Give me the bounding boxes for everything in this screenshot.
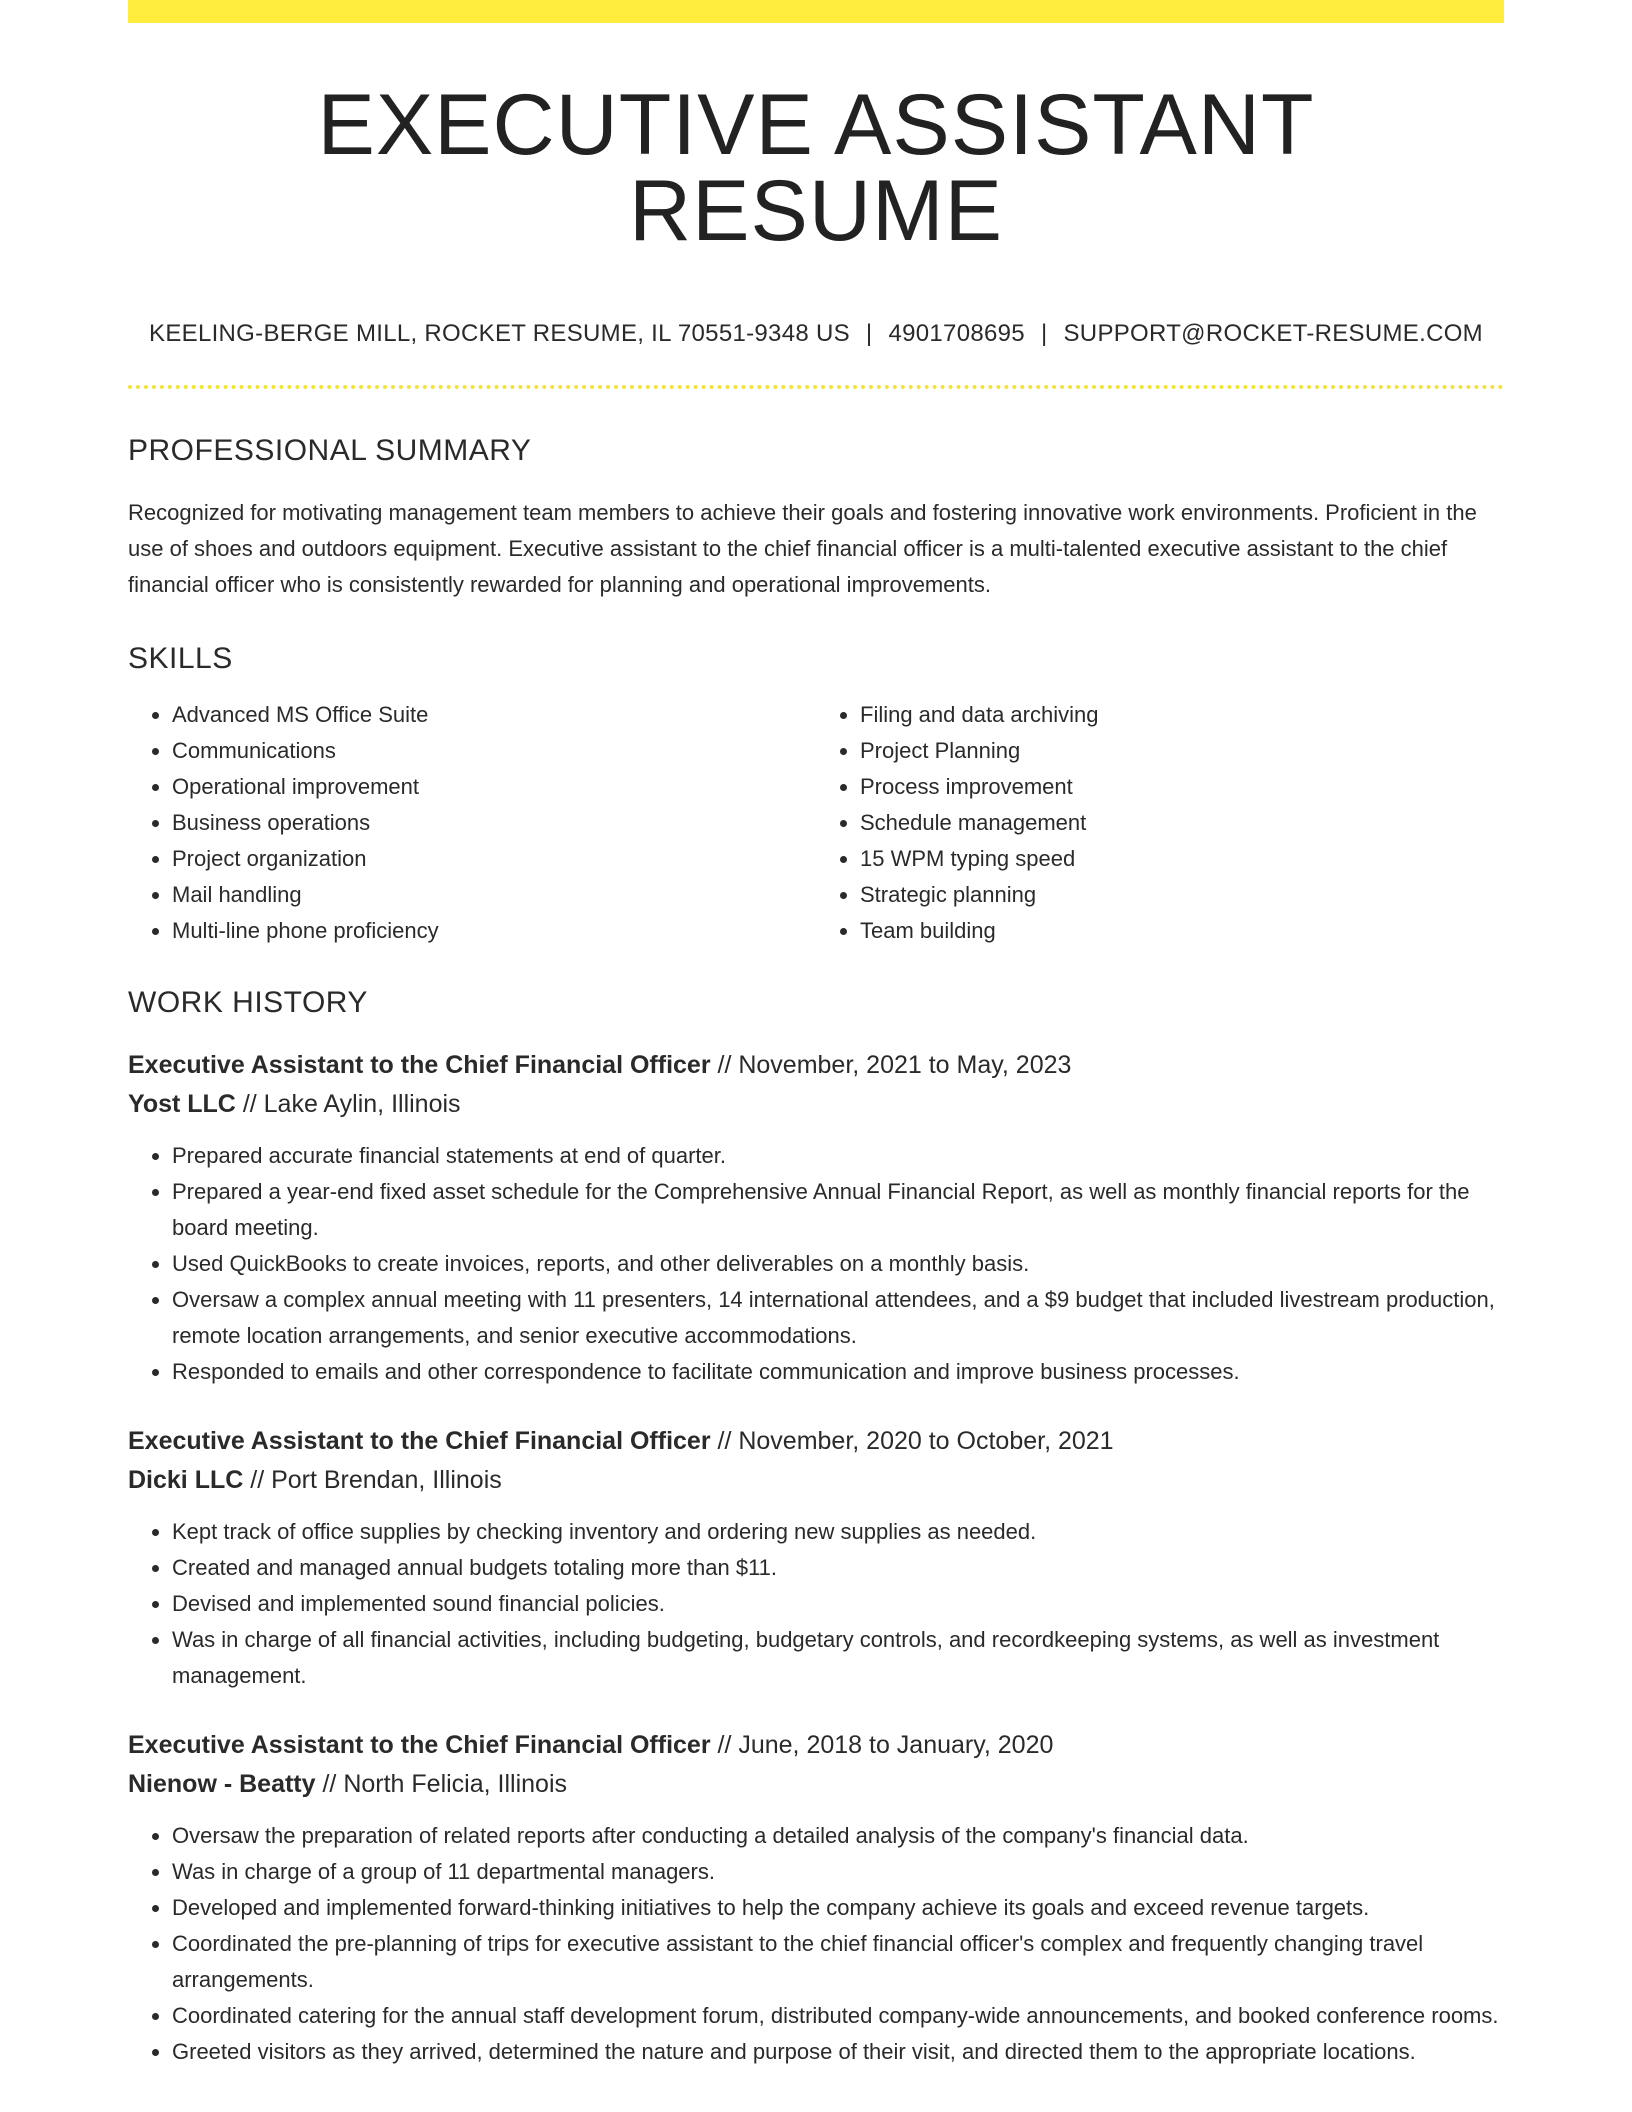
job-entry xyxy=(128,1422,1504,1694)
job-bullet: • Prepared a year-end fixed asset schedule for the Comprehensive Annual Financial Report, as well as monthly financial reports for the board meeting. xyxy=(172,1174,1504,1246)
job-bullet: • Prepared accurate financial statements at end of quarter. xyxy=(172,1138,1504,1174)
job-company-line xyxy=(128,1085,1504,1124)
job-bullet: • Coordinated the pre-planning of trips for executive assistant to the chief financial officer's complex and frequently changing travel arrangements. xyxy=(172,1926,1504,1998)
job-company: Dicki LLC xyxy=(128,1466,244,1494)
job-bullet: • Was in charge of a group of 11 departmental managers. xyxy=(172,1854,1504,1890)
job-bullets xyxy=(128,1818,1504,2070)
skill-item: • Team building xyxy=(860,913,1504,949)
skill-item: • Operational improvement xyxy=(172,769,816,805)
skills-list-left xyxy=(128,697,816,949)
skill-item: • Mail handling xyxy=(172,877,816,913)
job-title: Executive Assistant to the Chief Financial Officer xyxy=(128,1427,711,1455)
job-title: Executive Assistant to the Chief Financial Officer xyxy=(128,1051,711,1079)
skill-item: • Business operations xyxy=(172,805,816,841)
work-history-list xyxy=(128,1046,1504,2070)
job-bullet: • Oversaw the preparation of related reports after conducting a detailed analysis of the company's financial data. xyxy=(172,1818,1504,1854)
job-dates: // June, 2018 to January, 2020 xyxy=(710,1731,1054,1759)
contact-email[interactable]: SUPPORT@ROCKET-RESUME.COM xyxy=(1063,320,1483,347)
skill-item: • Strategic planning xyxy=(860,877,1504,913)
skill-item: • Multi-line phone proficiency xyxy=(172,913,816,949)
job-bullet: • Devised and implemented sound financial policies. xyxy=(172,1586,1504,1622)
job-company-line xyxy=(128,1765,1504,1804)
job-company: Yost LLC xyxy=(128,1090,236,1118)
job-bullet: • Coordinated catering for the annual staff development forum, distributed company-wide announcements, and booked conference rooms. xyxy=(172,1998,1504,2034)
job-title-line xyxy=(128,1422,1504,1461)
summary-text: Recognized for motivating management team members to achieve their goals and fostering innovative work environments. Proficient in the use of shoes and outdoors equipment. Executive assistant to the chief financial officer is a multi-talented executive assistant to the chief financial officer who is consistently rewarded for planning and operational improvements. xyxy=(128,500,1477,597)
skill-item: • Project Planning xyxy=(860,733,1504,769)
job-title: Executive Assistant to the Chief Financial Officer xyxy=(128,1731,711,1759)
summary-heading: PROFESSIONAL SUMMARY xyxy=(128,434,532,467)
resume-title: EXECUTIVE ASSISTANT RESUME xyxy=(317,77,1315,259)
contact-phone[interactable]: 4901708695 xyxy=(888,320,1025,347)
skill-item: • Process improvement xyxy=(860,769,1504,805)
job-bullet: • Greeted visitors as they arrived, determined the nature and purpose of their visit, and directed them to the appropriate locations. xyxy=(172,2034,1504,2070)
job-bullet: • Created and managed annual budgets totaling more than $11. xyxy=(172,1550,1504,1586)
work-history-heading: WORK HISTORY xyxy=(128,986,368,1019)
skill-item: • Schedule management xyxy=(860,805,1504,841)
job-dates: // November, 2020 to October, 2021 xyxy=(710,1427,1114,1455)
accent-bar xyxy=(128,0,1504,23)
job-company: Nienow - Beatty xyxy=(128,1770,316,1798)
skill-item: • Project organization xyxy=(172,841,816,877)
job-bullet: • Developed and implemented forward-thinking initiatives to help the company achieve its goals and exceed revenue targets. xyxy=(172,1890,1504,1926)
job-bullets xyxy=(128,1138,1504,1390)
job-dates: // November, 2021 to May, 2023 xyxy=(710,1051,1072,1079)
skill-item: • Communications xyxy=(172,733,816,769)
resume-page xyxy=(128,0,1504,2070)
job-location: // Port Brendan, Illinois xyxy=(243,1466,502,1494)
skills-grid xyxy=(128,697,1504,949)
job-bullet: • Kept track of office supplies by checking inventory and ordering new supplies as needed. xyxy=(172,1514,1504,1550)
job-bullet: • Oversaw a complex annual meeting with 11 presenters, 14 international attendees, and a $9 budget that included livestream production, remote location arrangements, and senior executive accommodations. xyxy=(172,1282,1504,1354)
dotted-divider xyxy=(128,385,1504,389)
skills-list-right xyxy=(816,697,1504,949)
job-entry xyxy=(128,1726,1504,2070)
job-bullets xyxy=(128,1514,1504,1694)
job-bullet: • Responded to emails and other correspondence to facilitate communication and improve business processes. xyxy=(172,1354,1504,1390)
skill-item: • 15 WPM typing speed xyxy=(860,841,1504,877)
job-bullet: • Used QuickBooks to create invoices, reports, and other deliverables on a monthly basis. xyxy=(172,1246,1504,1282)
skills-heading: SKILLS xyxy=(128,642,233,675)
contact-line xyxy=(128,322,1504,346)
contact-address: KEELING-BERGE MILL, ROCKET RESUME, IL 70551-9348 US xyxy=(149,320,850,347)
contact-separator: | xyxy=(1040,320,1048,347)
job-location: // North Felicia, Illinois xyxy=(315,1770,567,1798)
skill-item: • Filing and data archiving xyxy=(860,697,1504,733)
job-company-line xyxy=(128,1461,1504,1500)
job-title-line xyxy=(128,1046,1504,1085)
job-title-line xyxy=(128,1726,1504,1765)
contact-separator: | xyxy=(865,320,873,347)
job-entry xyxy=(128,1046,1504,1390)
job-location: // Lake Aylin, Illinois xyxy=(235,1090,461,1118)
job-bullet: • Was in charge of all financial activities, including budgeting, budgetary controls, and recordkeeping systems, as well as investment management. xyxy=(172,1622,1504,1694)
skill-item: • Advanced MS Office Suite xyxy=(172,697,816,733)
